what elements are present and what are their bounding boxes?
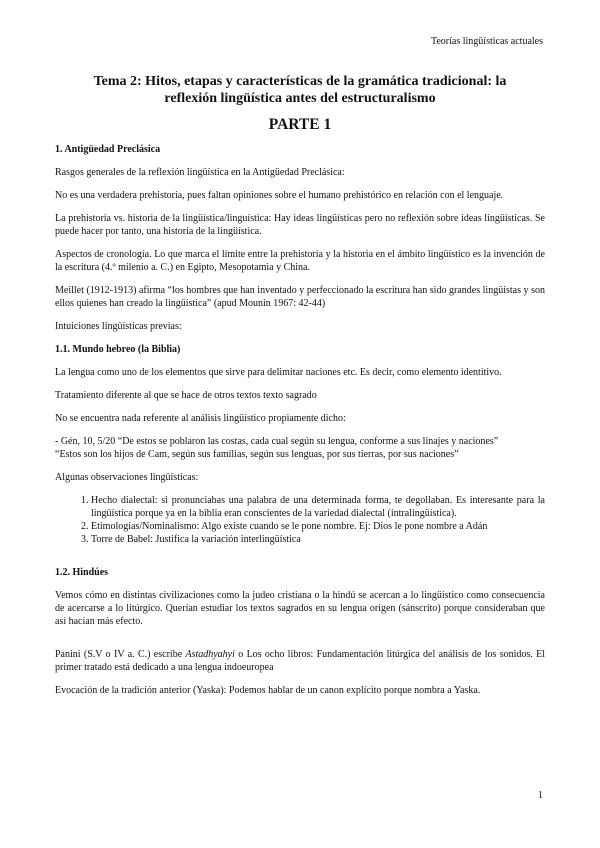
paragraph xyxy=(55,648,545,674)
quote-line: - Gén, 10, 5/20 “De estos se poblaron las costas, cada cual según su lengua, conforme a sus linajes y naciones” xyxy=(55,436,499,447)
quote-paragraph xyxy=(55,435,545,461)
paragraph: Tratamiento diferente al que se hace de otros textos texto sagrado xyxy=(55,390,317,401)
paragraph: No se encuentra nada referente al análisis lingüístico propiamente dicho: xyxy=(55,413,346,424)
text-run: Panini (S.V o IV a. C.) escribe xyxy=(55,649,186,660)
page-number: 1 xyxy=(538,790,543,801)
quote-line: “Estos son los hijos de Cam, según sus familias, según sus lenguas, por sus tierras, por sus naciones” xyxy=(55,449,459,460)
paragraph: Algunas observaciones lingüísticas: xyxy=(55,472,199,483)
paragraph: La prehistoria vs. historia de la lingüística/linguística: Hay ideas lingüísticas pero no reflexión sobre ideas lingüísticas. Se puede hacer por tanto, una historia de la lingüística. xyxy=(55,213,545,237)
part-heading: PARTE 1 xyxy=(268,116,332,133)
list-item: 1. Hecho dialectal: si pronunciabas una palabra de una determinada forma, te degollaban. Es interesante para la lingüística porque ya en la biblia eran conscientes de la variedad dialectal (intralingüística). xyxy=(91,494,545,520)
list-item: 3. Torre de Babel: Justifica la variación interlingüística xyxy=(91,533,545,546)
document-body xyxy=(55,143,545,707)
text-run: o Los ocho libros: Fundamentación litúrgica del análisis de los sonidos. El primer tratado está dedicado a una lengua indoeuropea xyxy=(55,649,545,673)
paragraph: Meillet (1912-1913) afirma “los hombres que han inventado y perfeccionado la escritura han sido grandes lingüistas y son ellos quienes han creado la lingüística” (apud Mounin 1967: 42-44) xyxy=(55,285,545,309)
paragraph: No es una verdadera prehistoria, pues faltan opiniones sobre el humano prehistórico en relación con el lenguaje. xyxy=(55,190,504,201)
paragraph: Vemos cómo en distintas civilizaciones como la judeo cristiana o la hindú se acercan a lo lingüístico como consecuencia de acercarse a lo litúrgico. Querían estudiar los textos sagrados en su lengua origen (sánscrito) porque consideraban que así hacían más efecto. xyxy=(55,590,545,627)
book-title: Astadhyahyi xyxy=(185,649,235,660)
document-title: Tema 2: Hitos, etapas y características de la gramática tradicional: la reflexión lingüística antes del estructuralismo xyxy=(93,74,507,106)
list-item: 2. Etimologías/Nominalismo: Algo existe cuando se le pone nombre. Ej: Dios le pone nombre a Adán xyxy=(91,520,545,533)
section-heading-1: 1. Antigüedad Preclásica xyxy=(55,144,161,155)
observations-list xyxy=(55,494,545,546)
running-header: Teorías lingüísticas actuales xyxy=(430,36,543,47)
paragraph: La lengua como uno de los elementos que sirve para delimitar naciones etc. Es decir, como elemento identitivo. xyxy=(55,367,502,378)
section-heading-1-1: 1.1. Mundo hebreo (la Biblia) xyxy=(55,344,181,355)
paragraph: Intuiciones lingüísticas previas: xyxy=(55,321,182,332)
paragraph: Rasgos generales de la reflexión lingüística en la Antigüedad Preclásica: xyxy=(55,167,345,178)
paragraph: Evocación de la tradición anterior (Yaska): Podemos hablar de un canon explícito porque nombra a Yaska. xyxy=(55,685,481,696)
paragraph: Aspectos de cronología. Lo que marca el límite entre la prehistoria y la historia en el ámbito lingüístico es la invención de la escritura (4.º milenio a. C.) en Egipto, Mesopotamia y China. xyxy=(55,249,545,273)
section-heading-1-2: 1.2. Hindúes xyxy=(55,567,109,578)
